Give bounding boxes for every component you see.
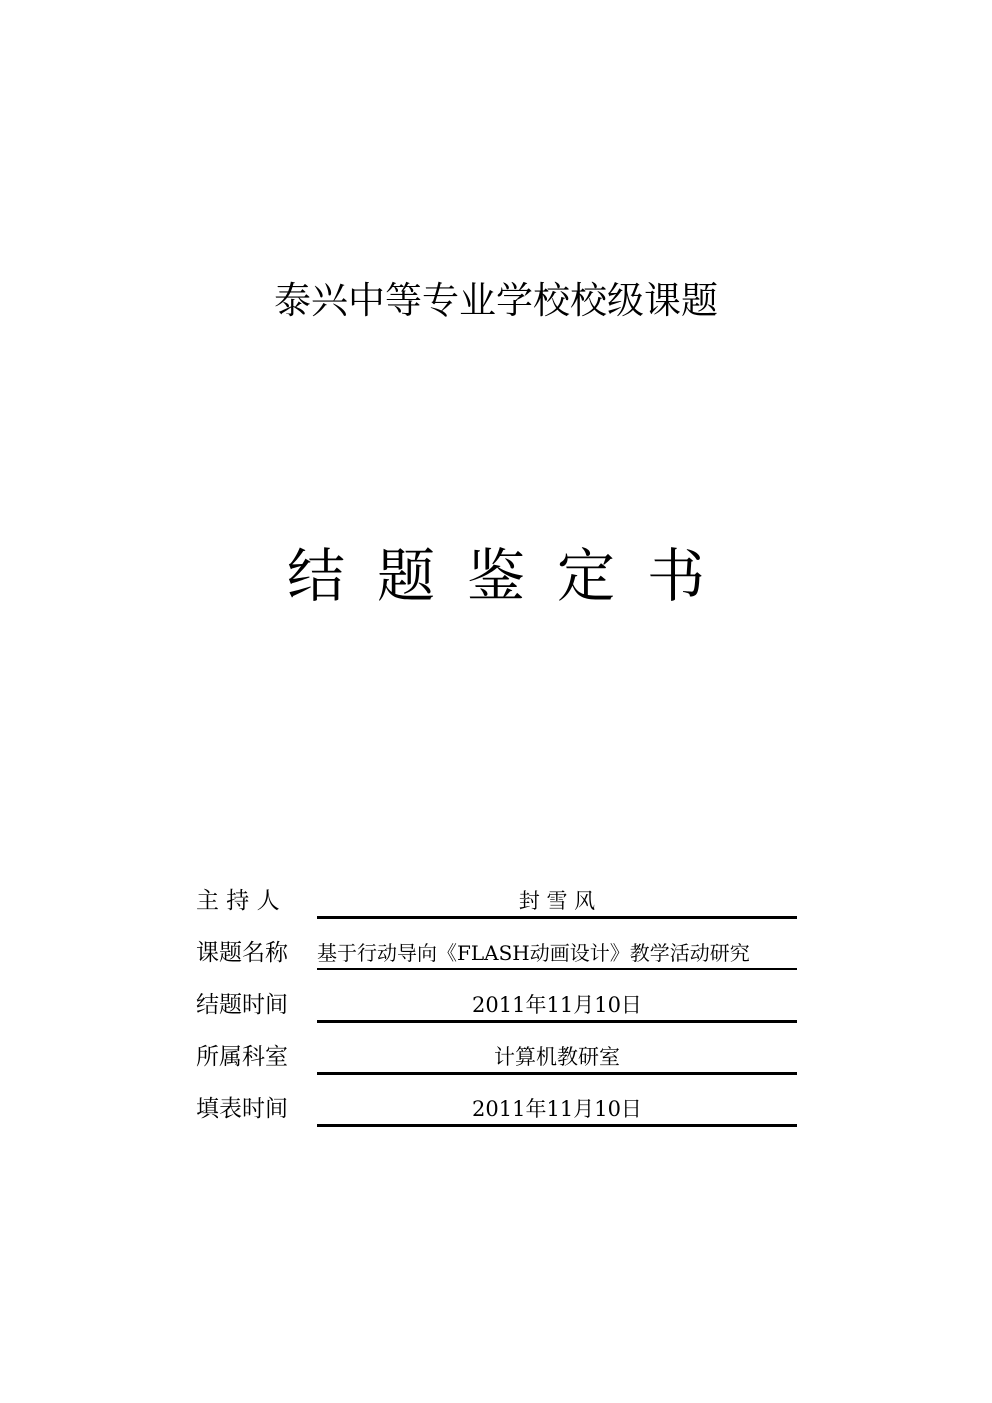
completion-date-value: 2011年11月10日 [317, 988, 797, 1023]
field-row-department [196, 1038, 798, 1090]
department-label: 所属科室 [196, 1044, 288, 1070]
document-title: 结题鉴定书 [286, 542, 737, 610]
department-value: 计算机教研室 [317, 1040, 797, 1075]
topic-name-value: 基于行动导向《FLASH动画设计》教学活动研究 [317, 936, 797, 970]
host-value: 封 雪 风 [317, 884, 797, 919]
completion-date-label: 结题时间 [196, 992, 288, 1018]
fill-date-value: 2011年11月10日 [317, 1092, 797, 1127]
info-table [196, 882, 798, 1142]
field-row-host [196, 882, 798, 934]
school-title: 泰兴中等专业学校校级课题 [274, 279, 718, 322]
host-label: 主 持 人 [196, 888, 280, 914]
field-row-completion-date [196, 986, 798, 1038]
fill-date-label: 填表时间 [196, 1096, 288, 1122]
topic-name-label: 课题名称 [196, 940, 288, 966]
field-row-topic-name [196, 934, 798, 986]
field-row-fill-date [196, 1090, 798, 1142]
